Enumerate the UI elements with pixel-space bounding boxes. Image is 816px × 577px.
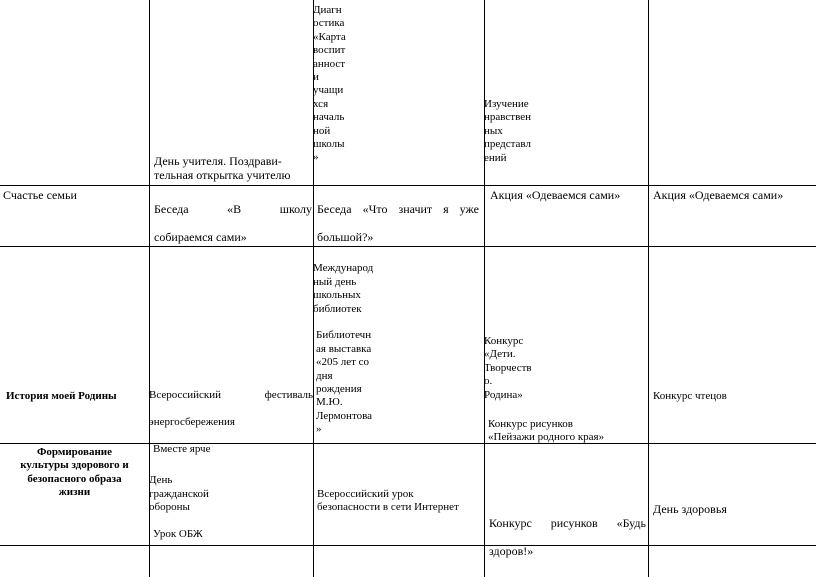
- grid-line-h3: [0, 545, 816, 546]
- internet-safety-cell: Всероссийский урок безопасности в сети Интернет: [317, 488, 459, 514]
- conversation-big-cell: [317, 188, 479, 258]
- contest-drawings-cell: Конкурс рисунков «Пейзажи родного края»: [488, 418, 605, 444]
- conversation-school-line2: собираемся сами»: [154, 230, 247, 244]
- moral-study-cell: Изучение нравствен ных представл ений: [484, 98, 531, 164]
- dress-action-cell-1: Акция «Одеваемся сами»: [490, 188, 621, 202]
- conversation-school-word2: «В: [227, 202, 242, 216]
- conversation-school-line1: [154, 202, 312, 216]
- conversation-big-line1: Беседа «Что значит я уже: [317, 202, 479, 216]
- library-day-text: Международ ный день школьных библиотек: [313, 262, 374, 315]
- conversation-big-line2: большой?»: [317, 230, 374, 244]
- energy-festival-line2: энергосбережения: [149, 416, 235, 429]
- energy-festival-word1: Всероссийский: [149, 389, 222, 402]
- history-homeland-cell: История моей Родины: [6, 390, 117, 402]
- be-healthy-word3: «Будь: [616, 516, 646, 530]
- grid-line-v2: [484, 0, 485, 577]
- library-exhibition-text: Библиотечн ая выставка «205 лет со дня рождения М.Ю. Лермонтова »: [316, 329, 373, 436]
- conversation-school-cell: [154, 188, 312, 258]
- civil-defense-cell: [149, 461, 313, 555]
- conversation-school-word3: школу: [279, 202, 312, 216]
- be-healthy-word2: рисунков: [550, 516, 598, 530]
- civil-defense-text: День гражданской обороны: [149, 474, 209, 514]
- dress-action-cell-2: Акция «Одеваемся сами»: [653, 188, 784, 202]
- library-day-cell: [313, 249, 393, 450]
- be-healthy-contest-cell: [489, 502, 646, 572]
- conversation-school-word1: Беседа: [154, 202, 189, 216]
- healthy-lifestyle-cell: Формирование культуры здорового и безопасного образа жизни: [20, 446, 129, 499]
- contest-children-cell: Конкурс «Дети. Творчеств о. Родина»: [484, 335, 532, 401]
- energy-festival-word2: фестиваль: [264, 389, 313, 402]
- health-day-cell: День здоровья: [653, 502, 727, 516]
- grid-line-v3: [648, 0, 649, 577]
- obzh-lesson-text: Урок ОБЖ: [153, 528, 203, 541]
- energy-festival-cell: [149, 376, 313, 470]
- be-healthy-line2: здоров!»: [489, 544, 534, 558]
- grid-line-h2: [0, 443, 816, 444]
- be-healthy-word1: Конкурс: [489, 516, 532, 530]
- be-healthy-line1: [489, 516, 646, 530]
- grid-line-h0: [0, 185, 816, 186]
- energy-festival-line3: Вместе ярче: [153, 443, 211, 456]
- diagnostics-cell: Диагн остика «Карта воспит анност и учащи хся началь ной школы »: [313, 4, 346, 164]
- teachers-day-cell: День учителя. Поздрави- тельная открытка учителю: [154, 154, 291, 182]
- family-happiness-cell: Счастье семьи: [3, 188, 77, 202]
- reading-contest-cell: Конкурс чтецов: [653, 390, 727, 402]
- energy-festival-line1: [149, 389, 313, 402]
